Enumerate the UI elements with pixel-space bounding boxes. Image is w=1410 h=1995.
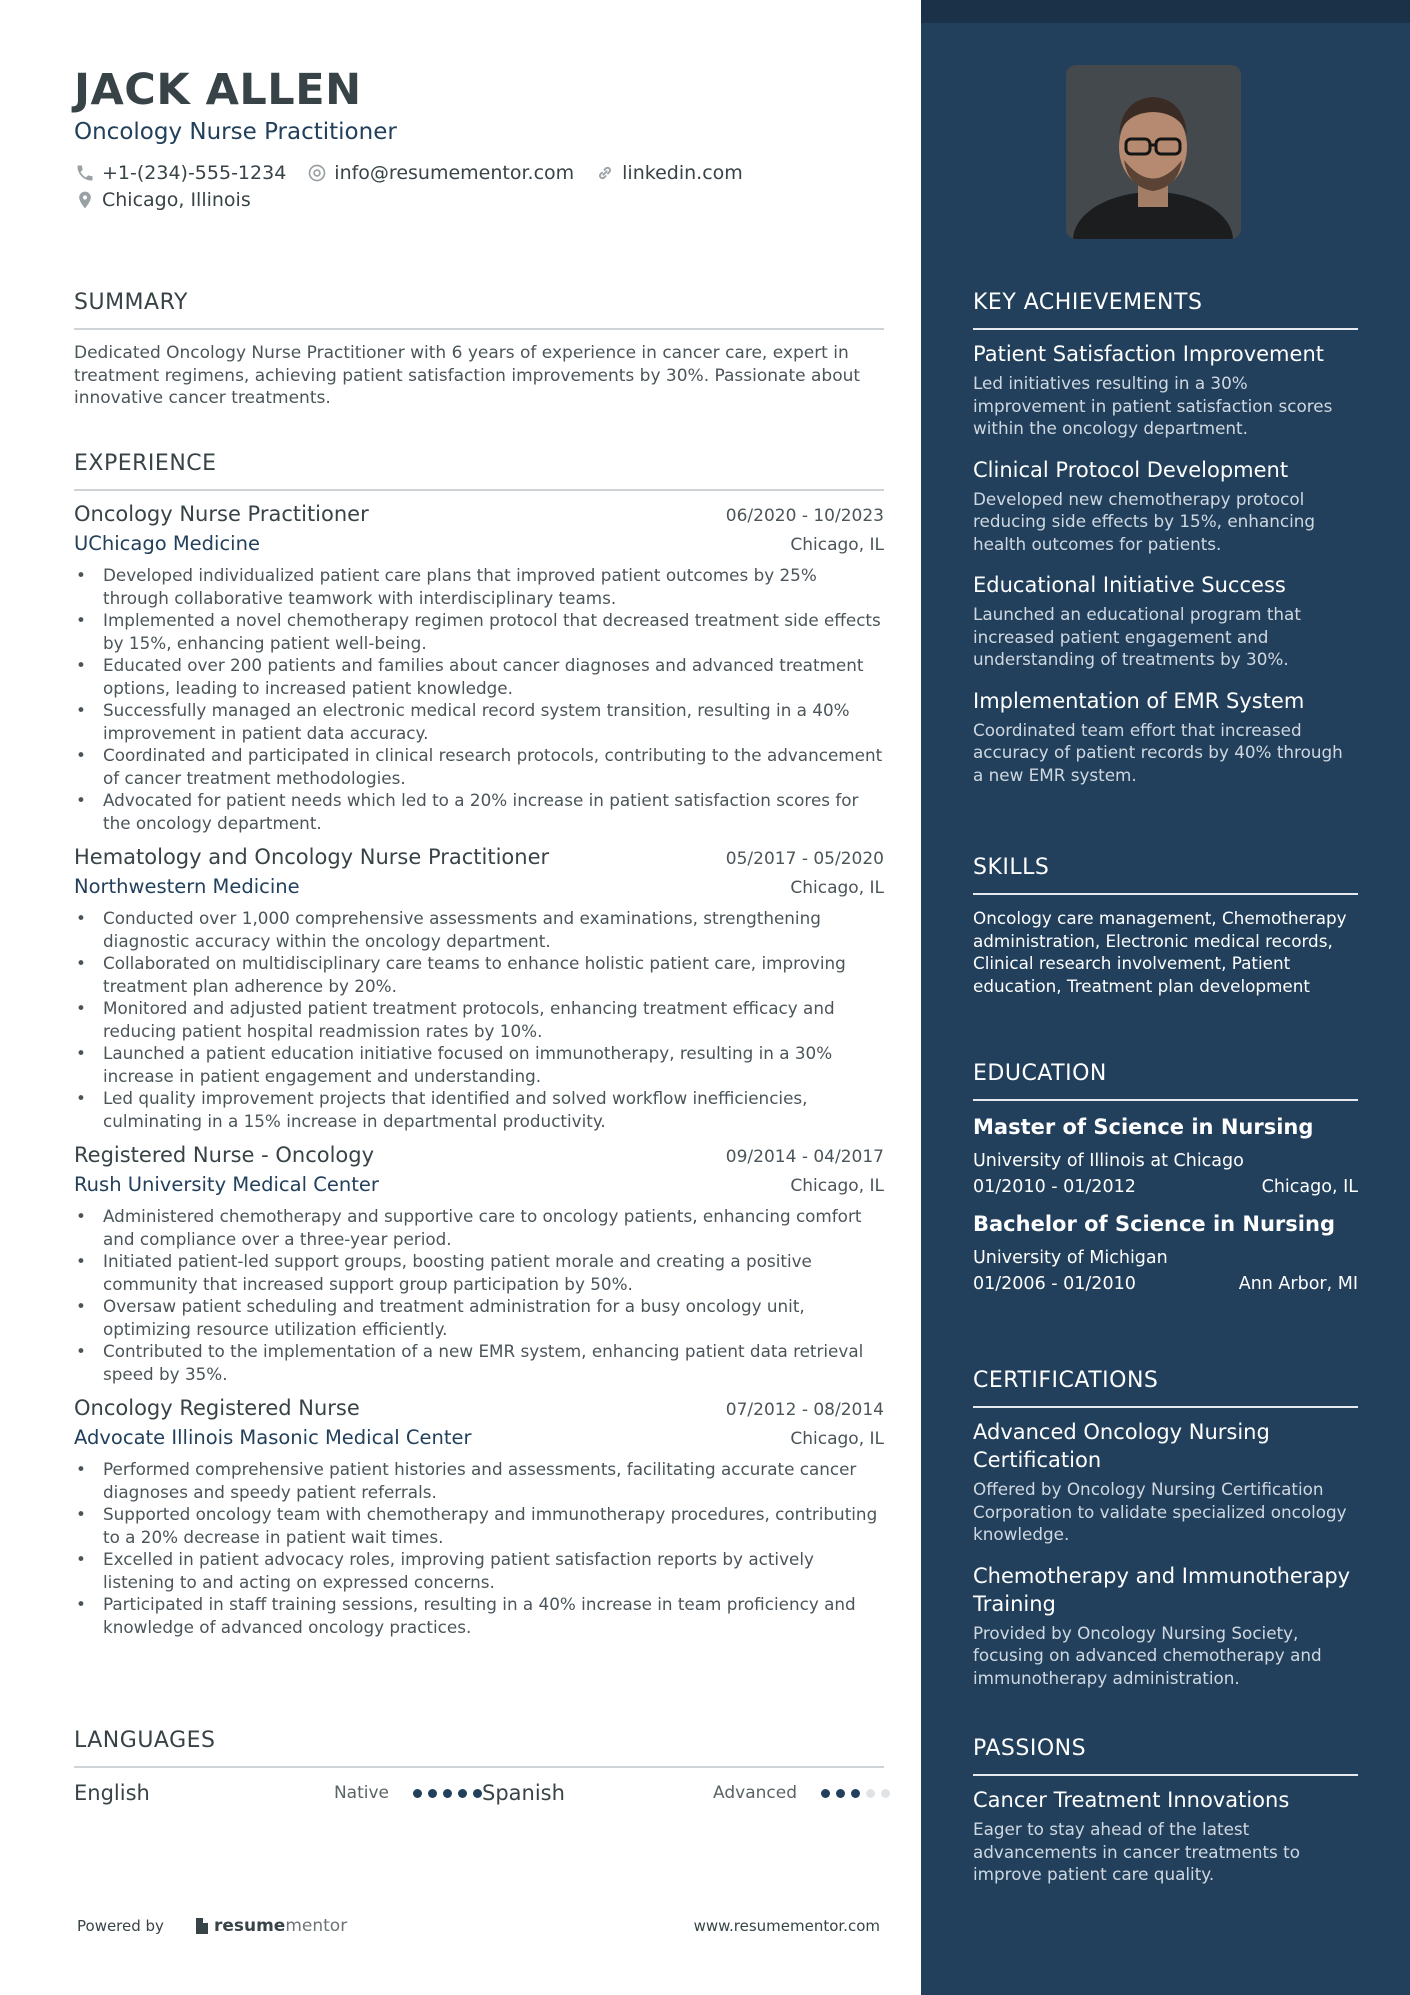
job-bullet: • Contributed to the implementation of a new EMR system, enhancing patient data retrieval speed by 35%.: [74, 1340, 884, 1385]
achievement-title: Clinical Protocol Development: [973, 457, 1289, 482]
job-title: Registered Nurse - Oncology: [74, 1143, 375, 1167]
job-dates: 07/2012 - 08/2014: [725, 1400, 884, 1420]
summary-heading: SUMMARY: [74, 290, 188, 315]
language-level: Native: [333, 1783, 389, 1803]
passions-heading: PASSIONS: [973, 1736, 1087, 1761]
languages-heading: LANGUAGES: [74, 1728, 216, 1753]
link-icon: [594, 162, 616, 184]
job-bullet: • Coordinated and participated in clinical research protocols, contributing to the advancement of cancer treatment methodologies.: [74, 744, 884, 789]
achievement-text: Launched an educational program that increased patient engagement and understanding of treatments by 30%.: [973, 604, 1301, 669]
rating-dot-filled: [413, 1789, 422, 1798]
section-divider: [74, 328, 884, 330]
powered-by: [74, 1916, 347, 1936]
passion-text: Eager to stay ahead of the latest advancements in cancer treatments to improve patient care quality.: [973, 1819, 1300, 1884]
education-degree: Bachelor of Science in Nursing: [973, 1212, 1335, 1236]
section-divider: [74, 489, 884, 491]
rating-dot-filled: [443, 1789, 452, 1798]
achievements-heading: KEY ACHIEVEMENTS: [973, 290, 1203, 315]
candidate-role: Oncology Nurse Practitioner: [74, 119, 397, 145]
certifications-section: [973, 1366, 1358, 1705]
education-school: University of Michigan: [973, 1248, 1168, 1268]
rating-dot-filled: [851, 1789, 860, 1798]
job-location: Chicago, IL: [790, 535, 884, 555]
summary-text: Dedicated Oncology Nurse Practitioner with 6 years of experience in cancer care, expert in treatment regimens, achieving patient satisfaction improvements by 30%. Passionate about innovative cancer treatments.: [74, 343, 861, 408]
education-heading: EDUCATION: [973, 1061, 1107, 1086]
job-entry: [74, 502, 884, 834]
location-text: Chicago, Illinois: [102, 189, 251, 211]
section-divider: [74, 1766, 884, 1768]
job-entry: [74, 845, 884, 1132]
job-bullets: [74, 1205, 884, 1385]
footer: [74, 1916, 884, 1936]
job-bullet: • Supported oncology team with chemotherapy and immunotherapy procedures, contributing to a 20% decrease in patient wait times.: [74, 1503, 884, 1548]
experience-section: [74, 449, 884, 1638]
achievement-text: Developed new chemotherapy protocol reducing side effects by 15%, enhancing health outcomes for patients.: [973, 488, 1316, 554]
language-rating: [821, 1789, 890, 1798]
location-pin-icon: [74, 189, 96, 211]
section-divider: [973, 893, 1358, 895]
rating-dot-empty: [881, 1789, 890, 1798]
job-bullet: • Advocated for patient needs which led to a 20% increase in patient satisfaction scores for the oncology department.: [74, 789, 884, 834]
profile-photo: [1066, 65, 1241, 239]
education-section: [973, 1059, 1358, 1295]
sidebar-top-band: [921, 0, 1410, 23]
section-divider: [973, 328, 1358, 330]
job-dates: 09/2014 - 04/2017: [725, 1147, 884, 1167]
job-entry: [74, 1396, 884, 1638]
language-item: [482, 1781, 890, 1805]
job-bullet: • Conducted over 1,000 comprehensive assessments and examinations, strengthening diagnostic accuracy within the oncology department.: [74, 907, 884, 952]
job-bullet: • Administered chemotherapy and supportive care to oncology patients, enhancing comfort and compliance over a three-year period.: [74, 1205, 884, 1250]
job-bullet: • Developed individualized patient care plans that improved patient outcomes by 25% through collaborative teamwork with interdisciplinary teams.: [74, 564, 884, 609]
job-bullet: • Collaborated on multidisciplinary care teams to enhance holistic patient care, improving treatment plan adherence by 20%.: [74, 952, 884, 997]
education-dates: 01/2006 - 01/2010: [973, 1274, 1136, 1294]
achievement-title: Implementation of EMR System: [973, 688, 1305, 713]
achievements-section: [973, 288, 1358, 802]
education-location: Ann Arbor, MI: [1238, 1274, 1358, 1294]
job-company: Advocate Illinois Masonic Medical Center: [74, 1426, 472, 1449]
email-text: info@resumementor.com: [334, 162, 575, 184]
job-location: Chicago, IL: [790, 878, 884, 898]
education-dates: 01/2010 - 01/2012: [973, 1177, 1136, 1197]
education-degree: Master of Science in Nursing: [973, 1115, 1314, 1139]
skills-text: Oncology care management, Chemotherapy administration, Electronic medical records, Clinical research involvement, Patient education, Treatment plan development: [973, 908, 1347, 996]
section-divider: [973, 1099, 1358, 1101]
language-item: [74, 1781, 482, 1805]
certification-text: Provided by Oncology Nursing Society, focusing on advanced chemotherapy and immunotherapy administration.: [973, 1622, 1322, 1688]
education-location: Chicago, IL: [1261, 1177, 1358, 1197]
rating-dot-filled: [473, 1789, 482, 1798]
contact-linkedin[interactable]: [594, 160, 743, 186]
job-company: Northwestern Medicine: [74, 875, 300, 898]
main-column: [74, 0, 884, 1995]
rating-dot-filled: [428, 1789, 437, 1798]
job-title: Oncology Registered Nurse: [74, 1396, 360, 1420]
rating-dot-filled: [836, 1789, 845, 1798]
passion-title: Cancer Treatment Innovations: [973, 1788, 1290, 1812]
achievement-title: Patient Satisfaction Improvement: [973, 342, 1324, 366]
passions-section: [973, 1734, 1358, 1902]
achievement-item: [973, 456, 1358, 556]
sidebar: [921, 0, 1410, 1995]
certification-title: Chemotherapy and Immunotherapy Training: [973, 1563, 1351, 1616]
education-item: [973, 1210, 1358, 1295]
job-bullet: • Educated over 200 patients and families about cancer diagnoses and advanced treatment options, leading to increased patient knowledge.: [74, 654, 884, 699]
certification-title: Advanced Oncology Nursing Certification: [973, 1420, 1270, 1472]
rating-dot-empty: [866, 1789, 875, 1798]
skills-heading: SKILLS: [973, 855, 1050, 880]
job-bullet: • Participated in staff training sessions, resulting in a 40% increase in team proficiency and knowledge of advanced oncology practices.: [74, 1593, 884, 1638]
certification-item: [973, 1562, 1358, 1690]
rating-dot-filled: [821, 1789, 830, 1798]
certification-item: [973, 1418, 1358, 1546]
job-entry: [74, 1143, 884, 1385]
summary-section: [74, 288, 884, 410]
job-title: Hematology and Oncology Nurse Practitioner: [74, 845, 550, 869]
at-icon: [306, 162, 328, 184]
language-level: Advanced: [713, 1783, 797, 1803]
website-link[interactable]: www.resumementor.com: [693, 1917, 880, 1935]
achievement-item: [973, 571, 1358, 671]
contact-phone[interactable]: [74, 160, 286, 186]
phone-icon: [74, 162, 96, 184]
skills-section: [973, 853, 1358, 997]
brand-light: mentor: [285, 1916, 348, 1936]
contact-info: [74, 160, 884, 214]
certification-text: Offered by Oncology Nursing Certification Corporation to validate specialized oncology knowledge.: [973, 1479, 1347, 1544]
job-bullet: • Oversaw patient scheduling and treatment administration for a busy oncology unit, optimizing resource utilization efficiently.: [74, 1295, 884, 1340]
phone-text: +1-(234)-555-1234: [102, 162, 287, 184]
education-item: [973, 1113, 1358, 1198]
job-location: Chicago, IL: [790, 1429, 884, 1449]
job-bullet: • Led quality improvement projects that identified and solved workflow inefficiencies, culminating in a 15% increase in departmental productivity.: [74, 1087, 884, 1132]
candidate-name: JACK ALLEN: [74, 65, 362, 115]
achievement-text: Led initiatives resulting in a 30% improvement in patient satisfaction scores within the oncology department.: [973, 373, 1333, 438]
achievement-item: [973, 340, 1358, 440]
linkedin-text: linkedin.com: [622, 162, 743, 184]
job-bullet: • Monitored and adjusted patient treatment protocols, enhancing treatment efficacy and reducing patient hospital readmission rates by 10%.: [74, 997, 884, 1042]
job-location: Chicago, IL: [790, 1176, 884, 1196]
contact-email[interactable]: [306, 160, 574, 186]
achievement-title: Educational Initiative Success: [973, 573, 1286, 597]
brand-bold: resume: [213, 1916, 286, 1936]
section-divider: [973, 1774, 1358, 1776]
resumementor-logo-icon: [194, 1917, 210, 1935]
job-company: Rush University Medical Center: [74, 1173, 379, 1196]
brand-logo[interactable]: [194, 1916, 347, 1936]
rating-dot-filled: [458, 1789, 467, 1798]
job-bullets: [74, 1458, 884, 1638]
achievement-text: Coordinated team effort that increased accuracy of patient records by 40% through a new EMR system.: [973, 719, 1343, 785]
language-name: English: [74, 1781, 150, 1805]
certifications-heading: CERTIFICATIONS: [973, 1368, 1159, 1393]
job-bullet: • Implemented a novel chemotherapy regimen protocol that decreased treatment side effects by 15%, enhancing patient well-being.: [74, 609, 884, 654]
job-bullet: • Excelled in patient advocacy roles, improving patient satisfaction reports by actively listening to and acting on expressed concerns.: [74, 1548, 884, 1593]
language-rating: [413, 1789, 482, 1798]
portrait-image: [1066, 65, 1241, 239]
language-name: Spanish: [482, 1781, 565, 1805]
languages-section: [74, 1726, 884, 1808]
powered-by-label: Powered by: [77, 1917, 164, 1935]
education-school: University of Illinois at Chicago: [973, 1151, 1244, 1171]
job-company: UChicago Medicine: [74, 532, 260, 555]
job-bullet: • Successfully managed an electronic medical record system transition, resulting in a 40% improvement in patient data accuracy.: [74, 699, 884, 744]
job-bullets: [74, 907, 884, 1132]
job-dates: 06/2020 - 10/2023: [725, 506, 884, 526]
passion-item: [973, 1786, 1358, 1886]
job-dates: 05/2017 - 05/2020: [725, 849, 884, 869]
experience-heading: EXPERIENCE: [74, 451, 217, 476]
job-title: Oncology Nurse Practitioner: [74, 502, 369, 526]
section-divider: [973, 1406, 1358, 1408]
achievement-item: [973, 687, 1358, 787]
job-bullets: [74, 564, 884, 834]
job-bullet: • Launched a patient education initiative focused on immunotherapy, resulting in a 30% increase in patient engagement and understanding.: [74, 1042, 884, 1087]
contact-location: [74, 187, 251, 213]
job-bullet: • Performed comprehensive patient histories and assessments, facilitating accurate cancer diagnoses and speedy patient referrals.: [74, 1458, 884, 1503]
job-bullet: • Initiated patient-led support groups, boosting patient morale and creating a positive community that increased support group participation by 50%.: [74, 1250, 884, 1295]
